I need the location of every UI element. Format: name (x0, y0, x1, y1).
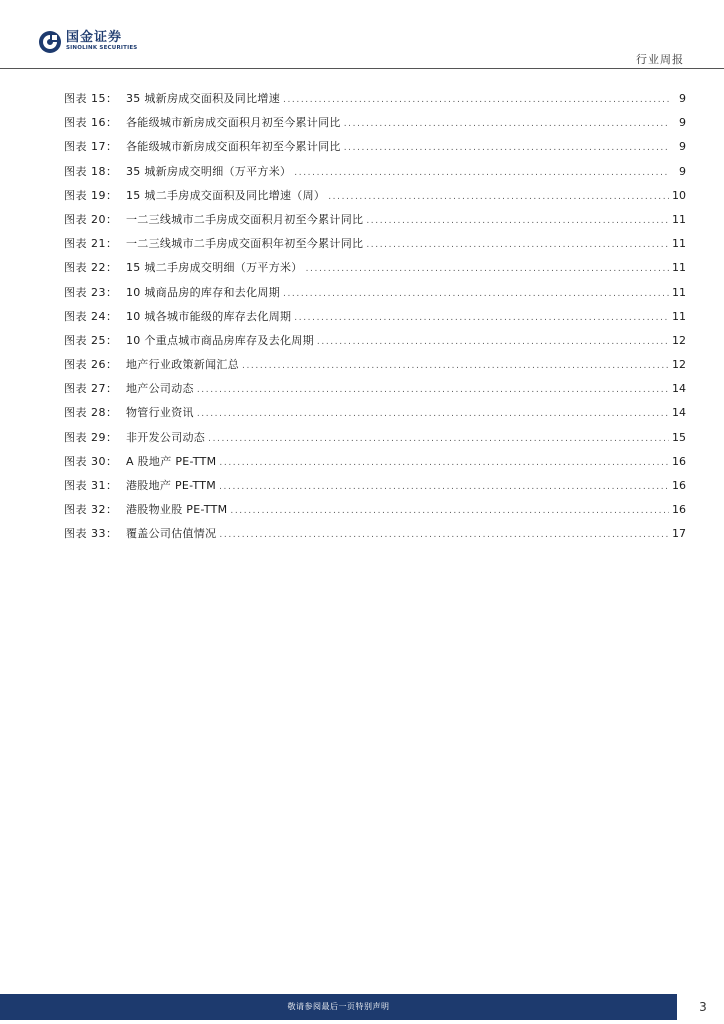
toc-figure-title[interactable]: 35 城新房成交面积及同比增速 (126, 92, 280, 105)
toc-row[interactable] (64, 334, 686, 358)
toc-page-number: 12 (672, 333, 686, 347)
toc-figure-label: 图表 33： (64, 527, 118, 541)
toc-row[interactable] (64, 479, 686, 503)
toc-page-number: 11 (672, 237, 686, 251)
toc-page-number: 9 (679, 92, 686, 105)
toc-page-number: 14 (672, 382, 686, 396)
toc-row[interactable] (64, 189, 686, 213)
toc-page-number: 16 (672, 503, 686, 517)
toc-figure-label: 图表 30： (64, 454, 118, 468)
toc-row[interactable] (64, 286, 686, 310)
toc-page-number: 9 (679, 164, 686, 178)
page-number: 3 (699, 1000, 707, 1014)
toc-dot-leader (283, 287, 669, 301)
toc-figure-title[interactable]: 地产公司动态 (126, 382, 194, 396)
footer-disclaimer: 敬请参阅最后一页特别声明 (287, 1002, 390, 1011)
toc-dot-leader (219, 456, 669, 470)
toc-row[interactable] (64, 455, 686, 479)
toc-dot-leader (197, 407, 669, 421)
header-divider (0, 68, 724, 69)
toc-dot-leader (344, 141, 669, 155)
toc-figure-label: 图表 32： (64, 503, 118, 517)
toc-figure-label: 图表 19： (64, 188, 118, 202)
toc-dot-leader (344, 117, 669, 131)
toc-row[interactable] (64, 358, 686, 382)
toc-figure-label: 图表 17： (64, 140, 118, 154)
toc-page-number: 16 (672, 479, 686, 492)
toc-page-number: 12 (672, 358, 686, 372)
page-header (0, 0, 724, 70)
toc-figure-title[interactable]: 一二三线城市二手房成交面积年初至今累计同比 (126, 237, 364, 251)
toc-row[interactable] (64, 431, 686, 455)
report-type-label: 行业周报 (636, 53, 684, 66)
toc-dot-leader (197, 383, 669, 397)
toc-figure-title[interactable]: 一二三线城市二手房成交面积月初至今累计同比 (126, 212, 364, 226)
toc-dot-leader (294, 166, 669, 180)
logo-chinese-name: 国金证券 (66, 30, 123, 45)
sinolink-logo-icon (38, 30, 62, 54)
toc-figure-title[interactable]: 非开发公司动态 (126, 430, 206, 444)
toc-row[interactable] (64, 116, 686, 140)
toc-row[interactable] (64, 382, 686, 406)
toc-page-number: 11 (672, 261, 686, 275)
toc-dot-leader (328, 190, 669, 204)
toc-page-number: 14 (672, 406, 686, 420)
toc-dot-leader (317, 335, 669, 349)
toc-page-number: 9 (679, 140, 686, 154)
toc-row[interactable] (64, 527, 686, 551)
toc-dot-leader (306, 262, 669, 276)
toc-page-number: 16 (672, 454, 686, 468)
toc-row[interactable] (64, 165, 686, 189)
toc-page-number: 10 (672, 188, 686, 202)
table-of-figures (64, 92, 686, 552)
toc-dot-leader (242, 359, 669, 373)
toc-figure-label: 图表 25： (64, 333, 118, 347)
toc-row[interactable] (64, 140, 686, 164)
company-logo (38, 30, 148, 54)
toc-page-number: 17 (672, 527, 686, 541)
toc-figure-title[interactable]: 10 个重点城市商品房库存及去化周期 (126, 333, 314, 347)
toc-row[interactable] (64, 237, 686, 261)
toc-figure-title[interactable]: 10 城商品房的库存和去化周期 (126, 285, 280, 299)
toc-figure-title[interactable]: 15 城二手房成交明细（万平方米） (126, 261, 303, 275)
toc-dot-leader (283, 93, 669, 107)
toc-figure-title[interactable]: 各能级城市新房成交面积年初至今累计同比 (126, 140, 341, 154)
toc-dot-leader (366, 238, 669, 252)
toc-row[interactable] (64, 213, 686, 237)
toc-dot-leader (294, 311, 669, 325)
toc-page-number: 9 (679, 116, 686, 130)
toc-page-number: 11 (672, 309, 686, 323)
toc-figure-label: 图表 23： (64, 285, 118, 299)
toc-figure-label: 图表 22： (64, 261, 118, 275)
toc-figure-title[interactable]: 35 城新房成交明细（万平方米） (126, 164, 292, 178)
toc-page-number: 11 (672, 212, 686, 226)
toc-dot-leader (219, 480, 669, 494)
toc-dot-leader (230, 504, 669, 518)
toc-figure-label: 图表 20： (64, 212, 118, 226)
toc-figure-label: 图表 29： (64, 430, 118, 444)
toc-figure-label: 图表 18： (64, 164, 118, 178)
toc-figure-label: 图表 16： (64, 116, 118, 130)
toc-figure-title[interactable]: 港股物业股 PE-TTM (126, 503, 228, 517)
toc-figure-title[interactable]: 各能级城市新房成交面积月初至今累计同比 (126, 116, 341, 130)
toc-figure-title[interactable]: 地产行业政策新闻汇总 (126, 358, 239, 372)
toc-figure-label: 图表 27： (64, 382, 118, 396)
toc-dot-leader (208, 432, 669, 446)
toc-figure-label: 图表 24： (64, 309, 118, 323)
toc-row[interactable] (64, 406, 686, 430)
toc-row[interactable] (64, 92, 686, 116)
toc-figure-title[interactable]: 10 城各城市能级的库存去化周期 (126, 309, 292, 323)
toc-figure-label: 图表 28： (64, 406, 118, 420)
toc-dot-leader (219, 528, 669, 542)
toc-page-number: 11 (672, 285, 686, 299)
toc-figure-title[interactable]: A 股地产 PE-TTM (126, 454, 217, 468)
toc-figure-label: 图表 26： (64, 358, 118, 372)
logo-english-name: SINOLINK SECURITIES (66, 45, 138, 51)
toc-figure-title[interactable]: 港股地产 PE-TTM (126, 479, 217, 492)
toc-dot-leader (366, 214, 669, 228)
toc-page-number: 15 (672, 430, 686, 444)
toc-figure-label: 图表 15： (64, 92, 118, 105)
toc-figure-label: 图表 21： (64, 237, 118, 251)
toc-row[interactable] (64, 310, 686, 334)
footer-bar (0, 994, 677, 1020)
toc-figure-title[interactable]: 物管行业资讯 (126, 406, 194, 420)
toc-figure-title[interactable]: 覆盖公司估值情况 (126, 527, 217, 541)
toc-row[interactable] (64, 261, 686, 285)
toc-figure-title[interactable]: 15 城二手房成交面积及同比增速（周） (126, 188, 326, 202)
toc-row[interactable] (64, 503, 686, 527)
toc-figure-label: 图表 31： (64, 479, 118, 492)
